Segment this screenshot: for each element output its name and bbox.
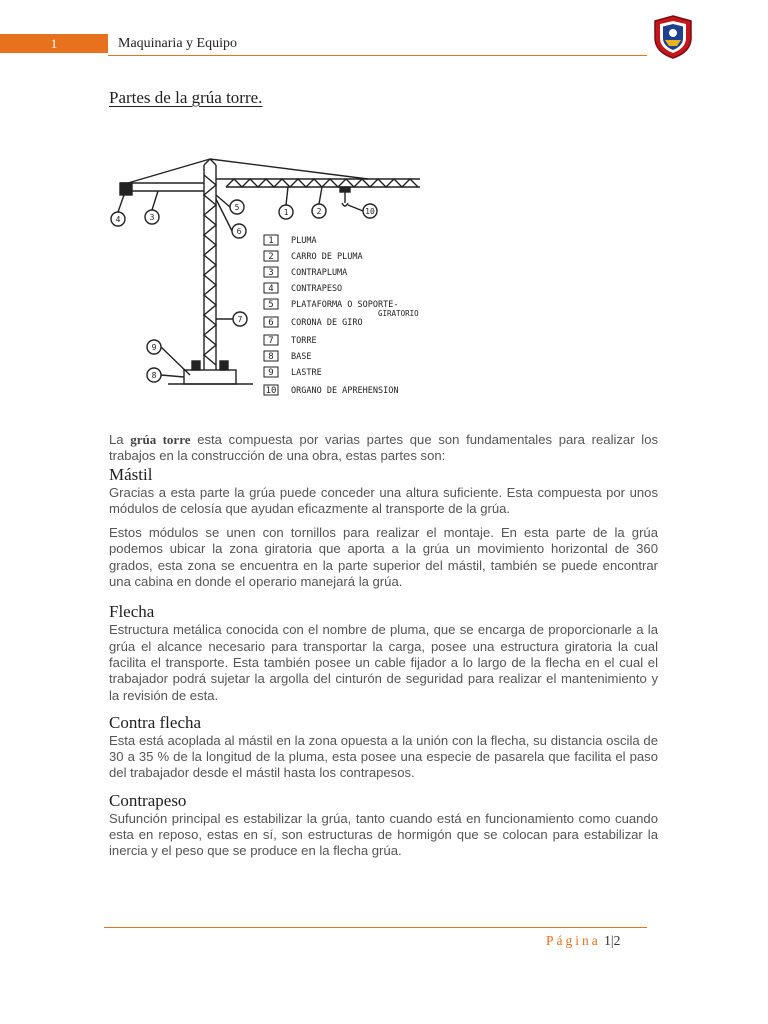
heading-flecha: Flecha [109, 602, 155, 622]
svg-text:5: 5 [268, 300, 274, 310]
svg-text:5: 5 [234, 203, 240, 212]
svg-text:6: 6 [268, 318, 274, 328]
svg-text:1: 1 [283, 208, 289, 217]
footer-page-label: Página [546, 933, 601, 948]
legend-item [268, 300, 419, 318]
svg-text:3: 3 [268, 268, 274, 278]
header-page-number: 1 [50, 36, 58, 51]
svg-text:6: 6 [236, 227, 242, 236]
footer-page-indicator [546, 933, 620, 949]
svg-text:PLATAFORMA O SOPORTE-: PLATAFORMA O SOPORTE- [291, 300, 399, 310]
svg-text:9: 9 [151, 343, 157, 352]
svg-text:10: 10 [265, 386, 277, 396]
svg-text:ORGANO DE APREHENSION: ORGANO DE APREHENSION [291, 386, 399, 396]
svg-text:4: 4 [268, 284, 274, 294]
svg-text:CONTRAPESO: CONTRAPESO [291, 284, 343, 294]
body-content [109, 432, 658, 860]
tower-crane-diagram [108, 155, 438, 405]
svg-text:CONTRAPLUMA: CONTRAPLUMA [291, 268, 348, 278]
contrapeso-paragraph: Sufunción principal es estabilizar la grúa, tanto cuando está en funcionamiento como cuando esta en reposo, estas en sí, son estructuras de hormigón que se colocan para estabilizar la inercia y el peso que se produce en la flecha grúa. [109, 810, 658, 859]
svg-text:10: 10 [365, 207, 375, 216]
svg-text:9: 9 [268, 368, 274, 378]
svg-text:BASE: BASE [291, 352, 312, 362]
contra-flecha-paragraph: Esta está acoplada al mástil en la zona opuesta a la unión con la flecha, su distancia oscila de 30 a 35 % de la longitud de la pluma, esta posee una especie de pasarela que facilita el paso del trabajador desde el mástil hasta los contrapesos. [109, 732, 658, 781]
svg-text:8: 8 [268, 352, 274, 362]
svg-text:CARRO DE PLUMA: CARRO DE PLUMA [291, 252, 363, 262]
heading-contra-flecha: Contra flecha [109, 712, 202, 732]
svg-text:LASTRE: LASTRE [291, 368, 322, 378]
mastil-paragraph-1: Gracias a esta parte la grúa puede conceder una altura suficiente. Esta compuesta por unos módulos de celosía que ayudan eficazmente al transporte de la grúa. [109, 484, 658, 516]
legend-item [268, 318, 362, 328]
section-title: Partes de la grúa torre. [109, 88, 263, 107]
intro-paragraph: La grúa torre esta compuesta por varias partes que son fundamentales para realizar los trabajos en la construcción de una obra, estas partes son: [109, 432, 659, 464]
svg-text:CORONA DE GIRO: CORONA DE GIRO [291, 318, 363, 328]
heading-contrapeso: Contrapeso [109, 790, 187, 810]
svg-text:3: 3 [149, 213, 155, 222]
svg-text:8: 8 [151, 371, 157, 380]
header-title: Maquinaria y Equipo [118, 36, 237, 51]
header-rule [108, 55, 647, 56]
svg-text:TORRE: TORRE [291, 336, 317, 346]
svg-text:2: 2 [268, 252, 274, 262]
institution-seal-icon [651, 14, 695, 60]
legend-item [268, 252, 362, 262]
svg-text:2: 2 [316, 207, 322, 216]
svg-text:7: 7 [237, 315, 243, 324]
svg-text:7: 7 [268, 336, 274, 346]
footer-page-number: 1|2 [604, 933, 621, 948]
svg-text:4: 4 [115, 215, 121, 224]
mastil-paragraph-2: Estos módulos se unen con tornillos para realizar el montaje. En esta parte de la grúa podemos ubicar la zona giratoria que aporta a la grúa un movimiento horizontal de 360 grados, esta zona se encuentra en la parte superior del mástil, también se puede encontrar una cabina en donde el operario manejará la grúa. [109, 525, 658, 590]
svg-text:PLUMA: PLUMA [291, 236, 317, 246]
legend-item [268, 268, 347, 278]
legend-item [266, 386, 399, 396]
flecha-paragraph: Estructura metálica conocida con el nombre de pluma, que se encarga de proporcionarle a la grúa el alcance necesario para transportar la carga, posee una estructura giratoria la cual facilita el transporte. Esta también posee un cable fijador a lo largo de la flecha en el cual el trabajador podrá sujetar la argolla del cinturón de seguridad para realizar el mantenimiento y la revisión de esta. [109, 622, 658, 703]
svg-text:GIRATORIO: GIRATORIO [378, 309, 419, 318]
legend-item [268, 284, 342, 294]
heading-mastil: Mástil [109, 464, 153, 484]
footer-rule [104, 927, 647, 928]
svg-text:1: 1 [268, 236, 274, 246]
